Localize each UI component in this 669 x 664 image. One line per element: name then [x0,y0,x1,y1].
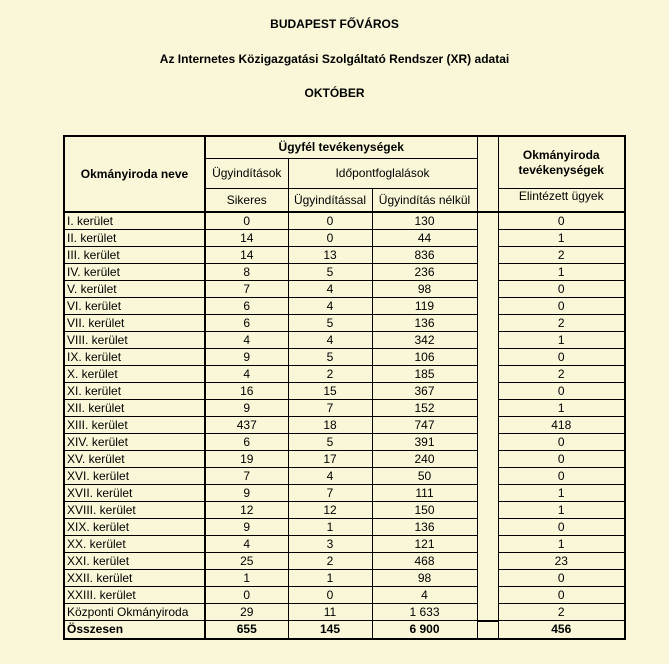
office-name-cell: IX. kerület [64,349,205,366]
column-gap [477,621,498,639]
with-initiation-cell: 5 [288,434,372,451]
successful-cell: 0 [205,212,288,230]
completed-cell: 1 [498,332,625,349]
successful-cell: 7 [205,281,288,298]
table-row [64,281,625,298]
table-row [64,434,625,451]
successful-cell: 6 [205,315,288,332]
table-row [64,366,625,383]
without-initiation-cell: 119 [372,298,477,315]
completed-cell: 0 [498,349,625,366]
column-gap [477,332,498,349]
with-initiation-cell: 5 [288,264,372,281]
completed-cell: 23 [498,553,625,570]
table-row [64,587,625,604]
column-gap [477,298,498,315]
without-initiation-header: Ügyindítás nélkül [372,189,477,213]
table-row [64,400,625,417]
completed-cases-header: Elintézett ügyek [498,189,625,213]
without-initiation-cell: 136 [372,315,477,332]
office-name-cell: XII. kerület [64,400,205,417]
with-initiation-cell: 2 [288,553,372,570]
appointments-header: Időpontfoglalások [288,159,477,189]
table-row [64,502,625,519]
with-initiation-cell: 18 [288,417,372,434]
office-name-cell: XXI. kerület [64,553,205,570]
successful-cell: 6 [205,434,288,451]
office-name-cell: XVII. kerület [64,485,205,502]
with-initiation-cell: 11 [288,604,372,621]
successful-cell: 14 [205,230,288,247]
month-label: OKTÓBER [304,86,365,100]
office-name-cell: XXII. kerület [64,570,205,587]
table-row [64,349,625,366]
without-initiation-cell: 136 [372,519,477,536]
table-row [64,553,625,570]
column-gap [477,247,498,264]
successful-header: Sikeres [205,189,288,213]
office-name-cell: II. kerület [64,230,205,247]
completed-cell: 0 [498,212,625,230]
office-name-cell: XVIII. kerület [64,502,205,519]
completed-cell: 0 [498,587,625,604]
column-gap [477,485,498,502]
column-gap [477,604,498,621]
office-name-cell: V. kerület [64,281,205,298]
table-row [64,485,625,502]
column-gap [477,400,498,417]
column-gap [477,366,498,383]
without-initiation-cell: 50 [372,468,477,485]
without-initiation-cell: 747 [372,417,477,434]
with-initiation-cell: 3 [288,536,372,553]
column-gap [477,264,498,281]
table-row [64,315,625,332]
completed-cell: 0 [498,281,625,298]
without-initiation-cell: 342 [372,332,477,349]
column-gap [477,502,498,519]
successful-cell: 1 [205,570,288,587]
with-initiation-cell: 15 [288,383,372,400]
total-row [64,621,625,639]
completed-cell: 1 [498,400,625,417]
office-name-header: Okmányiroda neve [64,136,205,212]
office-name-cell: XX. kerület [64,536,205,553]
successful-cell: 9 [205,400,288,417]
completed-cell: 1 [498,485,625,502]
successful-cell: 4 [205,332,288,349]
with-initiation-cell: 4 [288,298,372,315]
successful-cell: 29 [205,604,288,621]
total-label: Összesen [64,621,205,639]
without-initiation-cell: 98 [372,281,477,298]
column-gap [477,383,498,400]
successful-cell: 9 [205,519,288,536]
successful-cell: 655 [205,621,288,639]
successful-cell: 9 [205,485,288,502]
table-row [64,332,625,349]
office-name-cell: VI. kerület [64,298,205,315]
without-initiation-cell: 106 [372,349,477,366]
successful-cell: 4 [205,536,288,553]
office-name-cell: VIII. kerület [64,332,205,349]
client-activities-header: Ügyfél tevékenységek [205,136,477,159]
table-row [64,417,625,434]
table-row [64,468,625,485]
successful-cell: 437 [205,417,288,434]
with-initiation-cell: 2 [288,366,372,383]
office-name-cell: XIV. kerület [64,434,205,451]
completed-cell: 2 [498,315,625,332]
with-initiation-cell: 13 [288,247,372,264]
with-initiation-cell: 7 [288,485,372,502]
completed-cell: 2 [498,366,625,383]
completed-cell: 456 [498,621,625,639]
with-initiation-cell: 12 [288,502,372,519]
office-name-cell: XXIII. kerület [64,587,205,604]
successful-cell: 12 [205,502,288,519]
successful-cell: 25 [205,553,288,570]
completed-cell: 0 [498,519,625,536]
successful-cell: 16 [205,383,288,400]
without-initiation-cell: 836 [372,247,477,264]
successful-cell: 7 [205,468,288,485]
without-initiation-cell: 150 [372,502,477,519]
column-gap [477,570,498,587]
office-name-cell: IV. kerület [64,264,205,281]
completed-cell: 1 [498,536,625,553]
column-gap [477,212,498,230]
with-initiation-cell: 145 [288,621,372,639]
completed-cell: 0 [498,468,625,485]
column-gap [477,417,498,434]
successful-cell: 4 [205,366,288,383]
completed-cell: 2 [498,604,625,621]
table-row [64,264,625,281]
completed-cell: 1 [498,230,625,247]
with-initiation-cell: 5 [288,315,372,332]
office-name-cell: X. kerület [64,366,205,383]
office-name-cell: XIX. kerület [64,519,205,536]
column-gap [477,434,498,451]
completed-cell: 1 [498,264,625,281]
with-initiation-cell: 4 [288,281,372,298]
column-gap [477,281,498,298]
column-gap [477,536,498,553]
column-gap [477,553,498,570]
completed-cell: 2 [498,247,625,264]
with-initiation-cell: 7 [288,400,372,417]
completed-cell: 0 [498,383,625,400]
completed-cell: 0 [498,570,625,587]
successful-cell: 14 [205,247,288,264]
column-gap [477,230,498,247]
with-initiation-cell: 4 [288,332,372,349]
without-initiation-cell: 44 [372,230,477,247]
page-title: BUDAPEST FŐVÁROS [270,17,399,31]
office-name-cell: XVI. kerület [64,468,205,485]
without-initiation-cell: 130 [372,212,477,230]
office-name-cell: Központi Okmányiroda [64,604,205,621]
column-gap [477,519,498,536]
with-initiation-cell: 17 [288,451,372,468]
office-name-cell: XV. kerület [64,451,205,468]
with-initiation-cell: 1 [288,519,372,536]
header-row-1 [64,136,625,159]
with-initiation-cell: 0 [288,587,372,604]
without-initiation-cell: 240 [372,451,477,468]
completed-cell: 1 [498,502,625,519]
table-row [64,230,625,247]
page-subtitle: Az Internetes Közigazgatási Szolgáltató Rendszer (XR) adatai [159,52,510,66]
without-initiation-cell: 111 [372,485,477,502]
case-initiations-header: Ügyindítások [205,159,288,189]
table-row [64,536,625,553]
successful-cell: 8 [205,264,288,281]
office-name-cell: III. kerület [64,247,205,264]
without-initiation-cell: 4 [372,587,477,604]
without-initiation-cell: 367 [372,383,477,400]
column-gap [477,315,498,332]
office-name-cell: I. kerület [64,212,205,230]
without-initiation-cell: 152 [372,400,477,417]
office-name-cell: XIII. kerület [64,417,205,434]
statistics-table [63,135,626,640]
column-gap [477,451,498,468]
with-initiation-header: Ügyindítással [288,189,372,213]
table-row [64,247,625,264]
table-row [64,570,625,587]
with-initiation-cell: 5 [288,349,372,366]
table-row [64,604,625,621]
office-activities-header: Okmányiroda tevékenységek [498,136,625,189]
with-initiation-cell: 4 [288,468,372,485]
table-row [64,519,625,536]
without-initiation-cell: 391 [372,434,477,451]
successful-cell: 6 [205,298,288,315]
table-row [64,212,625,230]
table-row [64,383,625,400]
column-gap [477,587,498,604]
with-initiation-cell: 0 [288,212,372,230]
without-initiation-cell: 468 [372,553,477,570]
without-initiation-cell: 98 [372,570,477,587]
successful-cell: 9 [205,349,288,366]
table-row [64,298,625,315]
column-gap [477,136,498,212]
office-name-cell: VII. kerület [64,315,205,332]
table-row [64,451,625,468]
completed-cell: 418 [498,417,625,434]
office-name-cell: XI. kerület [64,383,205,400]
successful-cell: 0 [205,587,288,604]
with-initiation-cell: 0 [288,230,372,247]
completed-cell: 0 [498,434,625,451]
without-initiation-cell: 6 900 [372,621,477,639]
without-initiation-cell: 121 [372,536,477,553]
with-initiation-cell: 1 [288,570,372,587]
completed-cell: 0 [498,298,625,315]
column-gap [477,468,498,485]
without-initiation-cell: 1 633 [372,604,477,621]
completed-cell: 0 [498,451,625,468]
successful-cell: 19 [205,451,288,468]
without-initiation-cell: 236 [372,264,477,281]
without-initiation-cell: 185 [372,366,477,383]
column-gap [477,349,498,366]
